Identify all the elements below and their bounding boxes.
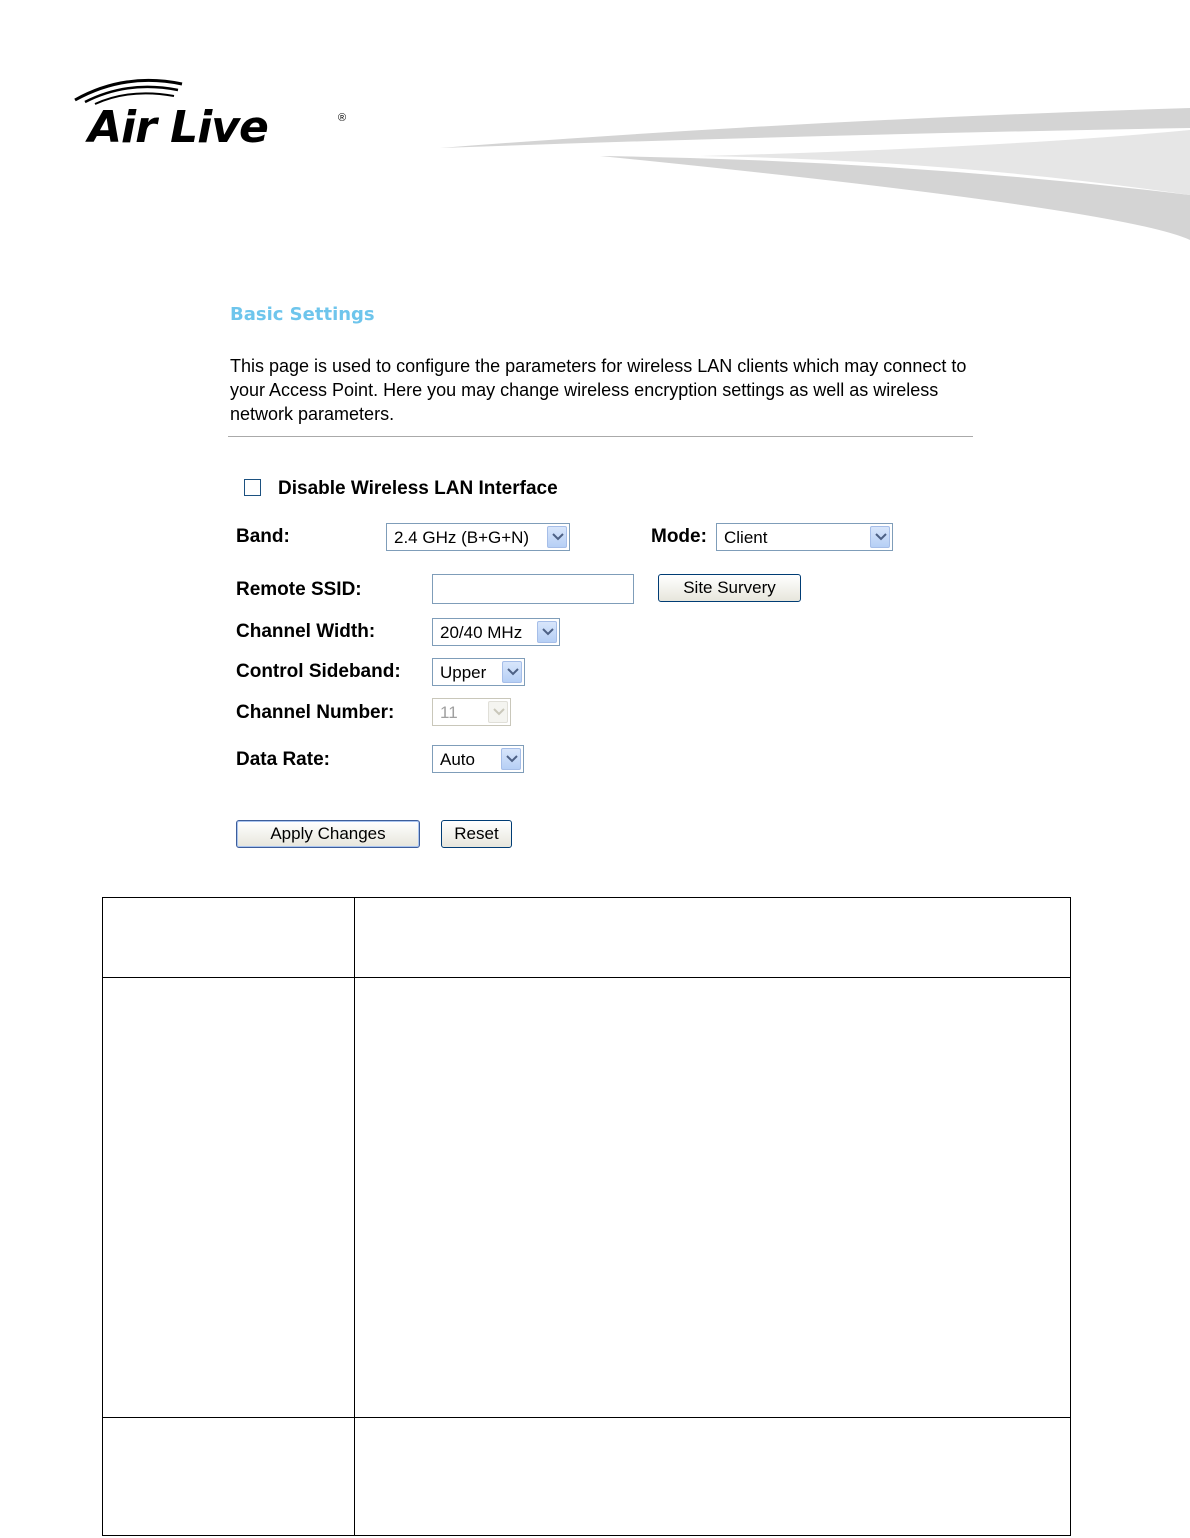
- disable-wlan-label: Disable Wireless LAN Interface: [278, 478, 558, 499]
- table-cell: [103, 978, 355, 1418]
- band-value: 2.4 GHz (B+G+N): [394, 528, 530, 547]
- table-cell: [103, 898, 355, 978]
- table-cell: [103, 1418, 355, 1536]
- parameter-table: [102, 897, 1071, 1536]
- control-sideband-label: Control Sideband:: [236, 661, 401, 682]
- basic-settings-panel: [224, 292, 976, 862]
- table-row: [103, 1418, 1071, 1536]
- channel-number-label: Channel Number:: [236, 702, 395, 723]
- page-description: This page is used to configure the parameters for wireless LAN clients which may connect to your Access Point. Here you may change wireless encryption settings as well as wireless network parameters.: [230, 356, 967, 424]
- header-swoosh: [0, 100, 1190, 250]
- chevron-down-icon: [547, 526, 567, 548]
- mode-value: Client: [724, 528, 768, 547]
- data-rate-value: Auto: [440, 750, 475, 769]
- data-rate-select[interactable]: [432, 745, 524, 773]
- chevron-down-icon: [870, 526, 890, 548]
- site-survey-button[interactable]: Site Survery: [658, 574, 801, 602]
- mode-label: Mode:: [651, 526, 707, 547]
- channel-width-value: 20/40 MHz: [440, 623, 523, 642]
- remote-ssid-label: Remote SSID:: [236, 579, 362, 600]
- control-sideband-select[interactable]: [432, 658, 525, 686]
- table-cell: [355, 1418, 1071, 1536]
- remote-ssid-input[interactable]: [432, 574, 634, 604]
- logo-text: Air Live: [88, 102, 268, 153]
- reset-button[interactable]: Reset: [441, 820, 512, 848]
- control-sideband-value: Upper: [440, 663, 487, 682]
- channel-width-select[interactable]: [432, 618, 560, 646]
- table-cell: [355, 898, 1071, 978]
- data-rate-label: Data Rate:: [236, 749, 330, 770]
- chevron-down-icon: [488, 701, 508, 723]
- channel-number-value: 11: [440, 703, 458, 722]
- table-row: [103, 898, 1071, 978]
- channel-number-select[interactable]: [432, 698, 511, 726]
- channel-width-label: Channel Width:: [236, 621, 376, 642]
- table-cell: [355, 978, 1071, 1418]
- chevron-down-icon: [537, 621, 557, 643]
- divider: [228, 436, 973, 437]
- table-row: [103, 978, 1071, 1418]
- mode-select[interactable]: [716, 523, 893, 551]
- chevron-down-icon: [502, 661, 522, 683]
- band-select[interactable]: [386, 523, 570, 551]
- registered-mark: ®: [338, 112, 347, 124]
- band-label: Band:: [236, 526, 290, 547]
- disable-wlan-checkbox[interactable]: [244, 479, 261, 496]
- page-title: Basic Settings: [230, 304, 375, 325]
- apply-changes-button[interactable]: Apply Changes: [236, 820, 420, 848]
- chevron-down-icon: [501, 748, 521, 770]
